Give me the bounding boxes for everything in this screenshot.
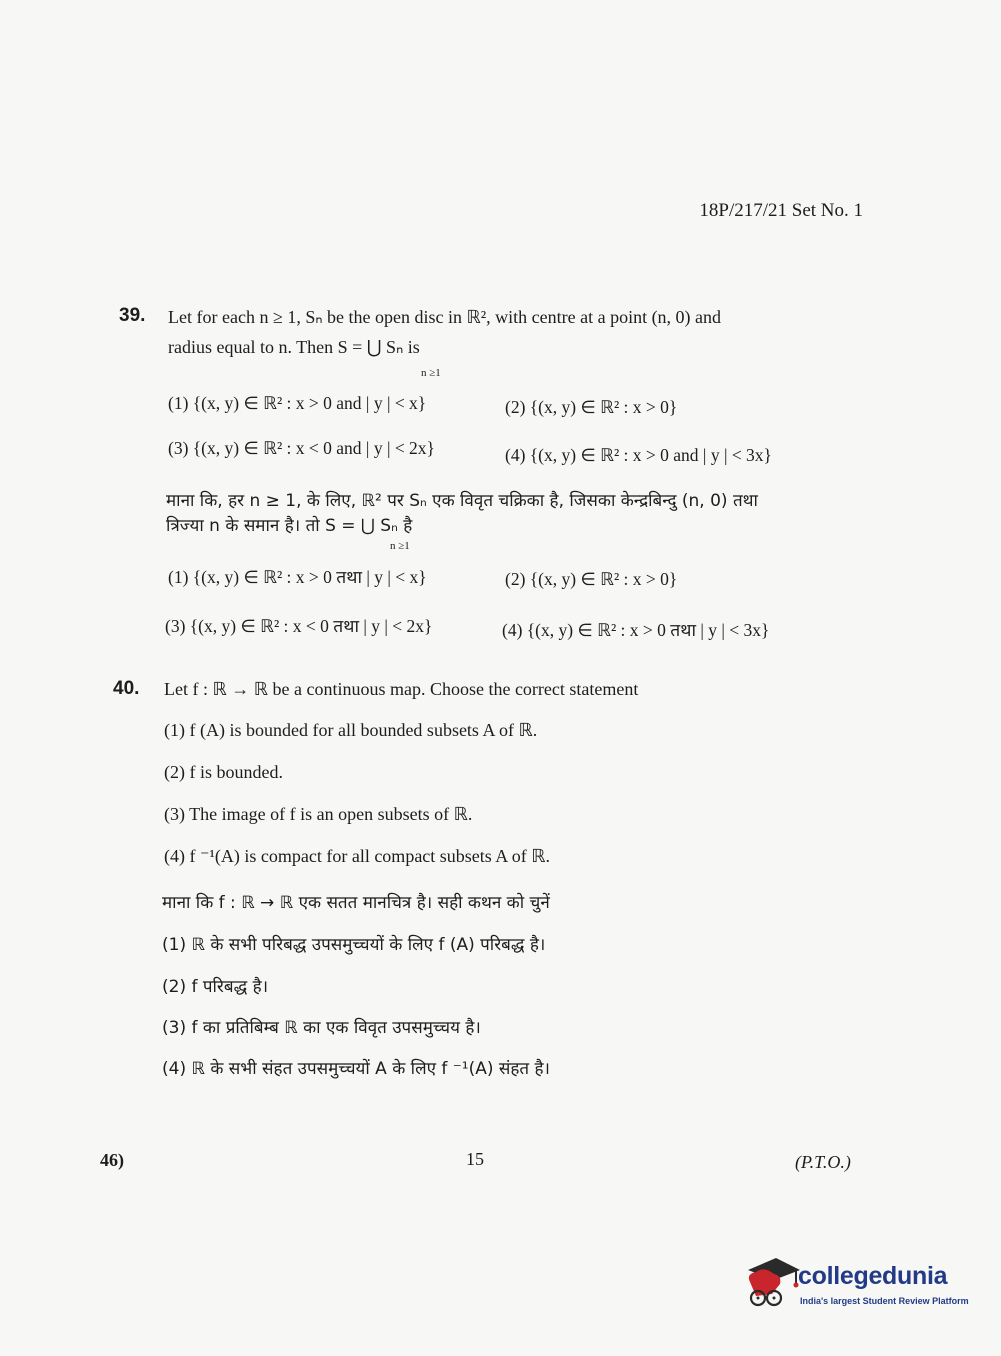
page-number: 15 (466, 1149, 484, 1169)
q39-en-line2: radius equal to n. Then S = ⋃ Sₙ is (168, 337, 420, 357)
q39-hi-line2: त्रिज्या n के समान है। तो S = ⋃ Sₙ है (166, 516, 413, 536)
q40-en-option-1: (1) f (A) is bounded for all bounded subsets A of ℝ. (164, 720, 538, 740)
q39-hi-union-sub: n ≥1 (390, 540, 410, 552)
q40-en-option-2: (2) f is bounded. (164, 762, 283, 782)
q40-hi-option-4: (4) ℝ के सभी संहत उपसमुच्चयों A के लिए f ⁻¹(A) संहत है। (162, 1059, 550, 1079)
collegedunia-logo (742, 1252, 972, 1322)
q40-en-stem: Let f : ℝ → ℝ be a continuous map. Choose the correct statement (164, 679, 639, 699)
q40-hi-option-2: (2) f परिबद्ध है। (162, 977, 269, 997)
q40-number: 40. (113, 678, 140, 699)
q40-hi-option-3: (3) f का प्रतिबिम्ब ℝ का एक विवृत उपसमुच्चय है। (162, 1018, 481, 1038)
pto-label: (P.T.O.) (795, 1152, 851, 1172)
logo-tagline: India's largest Student Review Platform (800, 1296, 969, 1306)
q39-hi-option-1: (1) {(x, y) ∈ ℝ² : x > 0 तथा | y | < x} (168, 567, 427, 587)
q39-en-option-4: (4) {(x, y) ∈ ℝ² : x > 0 and | y | < 3x} (505, 445, 772, 465)
q39-hi-option-3: (3) {(x, y) ∈ ℝ² : x < 0 तथा | y | < 2x} (165, 616, 433, 636)
student-mascot-icon (742, 1254, 802, 1314)
footer-code: 46) (100, 1150, 124, 1170)
q39-number: 39. (119, 305, 146, 326)
q40-hi-stem: माना कि f : ℝ → ℝ एक सतत मानचित्र है। सही कथन को चुनें (162, 893, 550, 913)
q40-en-option-3: (3) The image of f is an open subsets of ℝ. (164, 804, 473, 824)
q39-en-option-3: (3) {(x, y) ∈ ℝ² : x < 0 and | y | < 2x} (168, 438, 435, 458)
q39-en-line1: Let for each n ≥ 1, Sₙ be the open disc in ℝ², with centre at a point (n, 0) and (168, 307, 722, 327)
set-number: 18P/217/21 Set No. 1 (699, 200, 863, 221)
q39-hi-option-2: (2) {(x, y) ∈ ℝ² : x > 0} (505, 569, 678, 589)
q40-en-option-4: (4) f ⁻¹(A) is compact for all compact subsets A of ℝ. (164, 846, 551, 866)
q39-en-union-sub: n ≥1 (421, 367, 441, 379)
logo-name: collegedunia (798, 1262, 948, 1290)
q39-hi-option-4: (4) {(x, y) ∈ ℝ² : x > 0 तथा | y | < 3x} (502, 620, 770, 640)
q39-hi-line1: माना कि, हर n ≥ 1, के लिए, ℝ² पर Sₙ एक विवृत चक्रिका है, जिसका केन्द्रबिन्दु (n, 0) तथा (166, 491, 758, 511)
q39-en-option-1: (1) {(x, y) ∈ ℝ² : x > 0 and | y | < x} (168, 393, 427, 413)
q39-en-option-2: (2) {(x, y) ∈ ℝ² : x > 0} (505, 397, 678, 417)
q40-hi-option-1: (1) ℝ के सभी परिबद्ध उपसमुच्चयों के लिए f (A) परिबद्ध है। (162, 935, 546, 955)
